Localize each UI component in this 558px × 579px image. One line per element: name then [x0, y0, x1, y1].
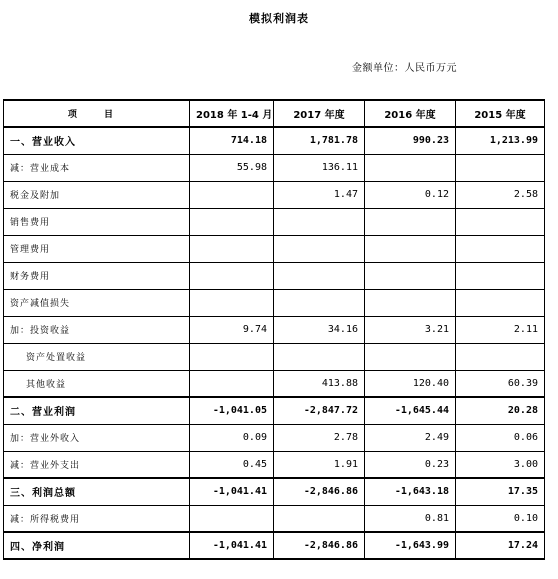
cell-value: 17.35: [456, 478, 545, 505]
cell-value: -1,643.18: [365, 478, 456, 505]
cell-value: [456, 208, 545, 235]
cell-value: 1,213.99: [456, 127, 545, 154]
column-header-2017: 2017 年度: [274, 100, 365, 127]
cell-value: -2,847.72: [274, 397, 365, 424]
cell-value: 1.91: [274, 451, 365, 478]
cell-value: 9.74: [190, 316, 274, 343]
row-label: 二、营业利润: [4, 397, 190, 424]
cell-value: 0.81: [365, 505, 456, 532]
cell-value: 120.40: [365, 370, 456, 397]
table-row: [4, 424, 545, 451]
cell-value: 20.28: [456, 397, 545, 424]
row-label: 其他收益: [4, 370, 190, 397]
cell-value: 0.06: [456, 424, 545, 451]
cell-value: [365, 262, 456, 289]
cell-value: [274, 343, 365, 370]
cell-value: [274, 505, 365, 532]
cell-value: 17.24: [456, 532, 545, 559]
cell-value: 413.88: [274, 370, 365, 397]
cell-value: [365, 208, 456, 235]
cell-value: 2.11: [456, 316, 545, 343]
table-row: [4, 316, 545, 343]
cell-value: [456, 235, 545, 262]
cell-value: [190, 262, 274, 289]
table-row: [4, 478, 545, 505]
column-header-2018-jan-apr: 2018 年 1-4 月: [190, 100, 274, 127]
row-label: 三、利润总额: [4, 478, 190, 505]
table-row: [4, 208, 545, 235]
table-row: [4, 397, 545, 424]
table-row: [4, 532, 545, 559]
row-label: 资产减值损失: [4, 289, 190, 316]
row-label: 一、营业收入: [4, 127, 190, 154]
column-header-2015: 2015 年度: [456, 100, 545, 127]
column-header-item: 项 目: [4, 100, 190, 127]
table-row: [4, 235, 545, 262]
cell-value: [190, 208, 274, 235]
row-label: 资产处置收益: [4, 343, 190, 370]
page-title: 模拟利润表: [249, 12, 309, 25]
table-row: [4, 343, 545, 370]
cell-value: 2.49: [365, 424, 456, 451]
cell-value: -1,041.41: [190, 478, 274, 505]
cell-value: [365, 235, 456, 262]
cell-value: 0.10: [456, 505, 545, 532]
income-statement-table: [3, 99, 545, 560]
cell-value: -1,643.99: [365, 532, 456, 559]
cell-value: 990.23: [365, 127, 456, 154]
cell-value: -1,041.41: [190, 532, 274, 559]
cell-value: 2.58: [456, 181, 545, 208]
cell-value: 136.11: [274, 154, 365, 181]
cell-value: 714.18: [190, 127, 274, 154]
row-label: 减：营业成本: [4, 154, 190, 181]
row-label: 销售费用: [4, 208, 190, 235]
cell-value: -2,846.86: [274, 532, 365, 559]
cell-value: 3.00: [456, 451, 545, 478]
cell-value: 0.23: [365, 451, 456, 478]
cell-value: 0.45: [190, 451, 274, 478]
cell-value: [365, 154, 456, 181]
cell-value: [190, 235, 274, 262]
cell-value: -1,041.05: [190, 397, 274, 424]
row-label: 财务费用: [4, 262, 190, 289]
row-label: 加：营业外收入: [4, 424, 190, 451]
cell-value: 55.98: [190, 154, 274, 181]
cell-value: [274, 262, 365, 289]
table-header-row: [4, 100, 545, 127]
cell-value: [456, 289, 545, 316]
cell-value: -2,846.86: [274, 478, 365, 505]
table-row: [4, 262, 545, 289]
cell-value: 0.09: [190, 424, 274, 451]
cell-value: -1,645.44: [365, 397, 456, 424]
cell-value: [456, 343, 545, 370]
column-header-2016: 2016 年度: [365, 100, 456, 127]
cell-value: 34.16: [274, 316, 365, 343]
table-row: [4, 370, 545, 397]
cell-value: [365, 343, 456, 370]
cell-value: [190, 289, 274, 316]
table-row: [4, 154, 545, 181]
row-label: 四、净利润: [4, 532, 190, 559]
row-label: 减：所得税费用: [4, 505, 190, 532]
cell-value: 0.12: [365, 181, 456, 208]
row-label: 管理费用: [4, 235, 190, 262]
cell-value: [456, 154, 545, 181]
table-row: [4, 505, 545, 532]
table-row: [4, 127, 545, 154]
cell-value: [190, 181, 274, 208]
row-label: 税金及附加: [4, 181, 190, 208]
cell-value: [190, 370, 274, 397]
cell-value: 1,781.78: [274, 127, 365, 154]
table-row: [4, 181, 545, 208]
cell-value: [274, 208, 365, 235]
cell-value: [274, 289, 365, 316]
currency-unit-note: 金额单位：人民币万元: [352, 63, 457, 74]
cell-value: 2.78: [274, 424, 365, 451]
row-label: 加：投资收益: [4, 316, 190, 343]
row-label: 减：营业外支出: [4, 451, 190, 478]
cell-value: [365, 289, 456, 316]
cell-value: [190, 343, 274, 370]
table-row: [4, 451, 545, 478]
cell-value: [190, 505, 274, 532]
cell-value: 60.39: [456, 370, 545, 397]
cell-value: [456, 262, 545, 289]
cell-value: [274, 235, 365, 262]
cell-value: 1.47: [274, 181, 365, 208]
table-row: [4, 289, 545, 316]
cell-value: 3.21: [365, 316, 456, 343]
